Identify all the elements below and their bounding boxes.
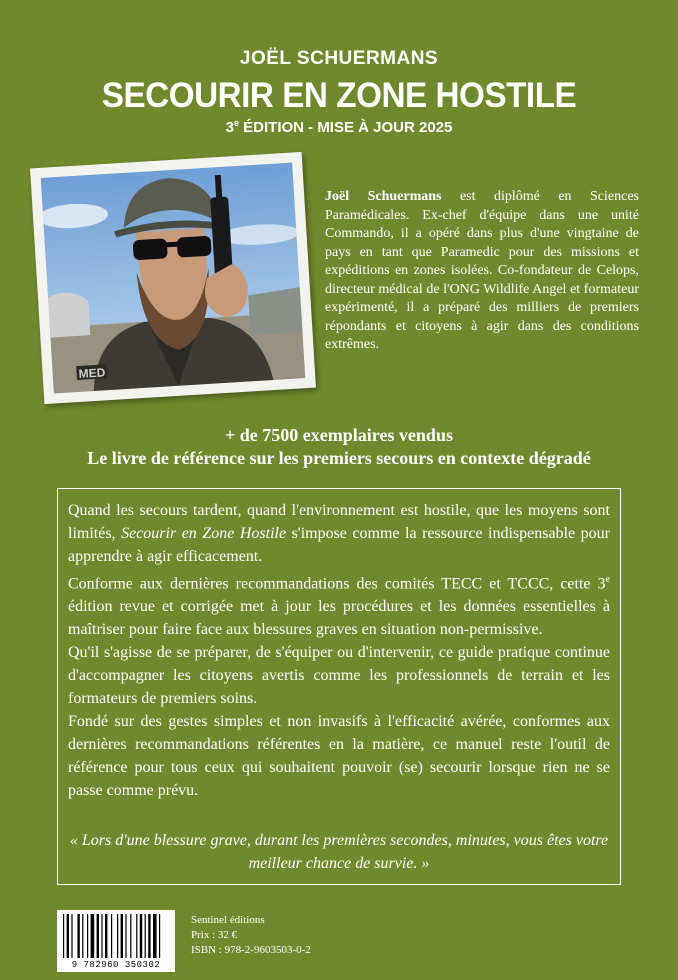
barcode-bar	[97, 914, 99, 958]
blurb-paragraph-3: Qu'il s'agisse de se préparer, de s'équiper ou d'intervenir, ce guide pratique continue d'accompagner les citoyens avertis comme les professionnels de terrain et les formateurs de premiers soins.	[68, 644, 610, 708]
barcode-bar	[121, 914, 123, 958]
med-patch: MED	[78, 365, 106, 381]
author-name: JOËL SCHUERMANS	[239, 48, 439, 69]
barcode-bar	[140, 914, 142, 958]
barcode-bar	[91, 914, 95, 958]
barcode-bars	[63, 914, 169, 958]
author-photo	[30, 152, 316, 404]
barcode-bar	[111, 914, 112, 958]
author-bio	[325, 188, 639, 355]
barcode-bar	[67, 914, 69, 958]
barcode-bar	[145, 914, 146, 958]
barcode-bar	[148, 914, 150, 958]
isbn: ISBN : 978-2-9603503-0-2	[191, 944, 311, 956]
price: Prix : 32 €	[191, 929, 238, 941]
barcode-bar	[77, 914, 79, 958]
barcode-bar	[63, 914, 64, 958]
barcode-bar	[82, 914, 83, 958]
barcode-bar	[71, 914, 72, 958]
barcode-bar	[101, 914, 102, 958]
barcode-bar	[117, 914, 118, 958]
tagline: Le livre de référence sur les premiers secours en contexte dégradé	[87, 448, 591, 468]
blurb-paragraph-1: Quand les secours tardent, quand l'environnement est hostile, que les moyens sont limités, Secourir en Zone Hostile s'impose comme la ressource indispensable pour apprendre à agir efficacement.	[68, 502, 610, 565]
barcode-digits: 9 782960 350302	[71, 960, 161, 970]
blurb-quote: « Lors d'une blessure grave, durant les premières secondes, minutes, vous êtes votre meilleur chance de survie. »	[69, 832, 609, 872]
book-title: SECOURIR EN ZONE HOSTILE	[101, 76, 577, 115]
bio-author-name: Joël Schuermans	[325, 189, 442, 204]
sales-headline	[0, 424, 678, 470]
barcode-bar	[105, 914, 107, 958]
blurb-paragraph-2: Conforme aux dernières recommandations des comités TECC et TCCC, cette 3e édition revue et corrigée met à jour les procédures et les données essentielles à maîtriser pour faire face aux blessures graves en situation non-permissive.	[68, 574, 610, 639]
barcode-bar	[136, 914, 137, 958]
barcode-bar	[153, 914, 157, 958]
edition-line: 3e ÉDITION - MISE À JOUR 2025	[225, 118, 453, 136]
barcode-bar	[159, 914, 160, 958]
barcode-bar	[87, 914, 88, 958]
publisher-name: Sentinel éditions	[191, 914, 265, 926]
blurb-paragraph-4: Fondé sur des gestes simples et non invasifs à l'efficacité avérée, conformes aux dernières recommandations référentes en la matière, ce manuel reste l'outil de référence pour tous ceux qui souhaitent pouvoir (se) secourir lorsque rien ne se passe comme prévu.	[68, 713, 610, 800]
sales-count: + de 7500 exemplaires vendus	[225, 425, 453, 445]
barcode-bar	[125, 914, 126, 958]
author-portrait-image	[41, 163, 306, 394]
bio-text: est diplômé en Sciences Paramédicales. Ex-chef d'équipe dans une unité Commando, il a opéré dans plus d'une vingtaine de pays en tant que Paramedic pour des missions et expéditions en zones isolées. Co-fondateur de Celops, directeur médical de l'ONG Wildlife Angel et formateur expérimenté, il a préparé des milliers de premiers répondants et citoyens à agir dans des conditions extrêmes.	[325, 189, 639, 352]
blurb-box	[57, 488, 621, 885]
publisher-info	[191, 913, 311, 958]
isbn-barcode	[57, 910, 175, 972]
barcode-bar	[130, 914, 131, 958]
